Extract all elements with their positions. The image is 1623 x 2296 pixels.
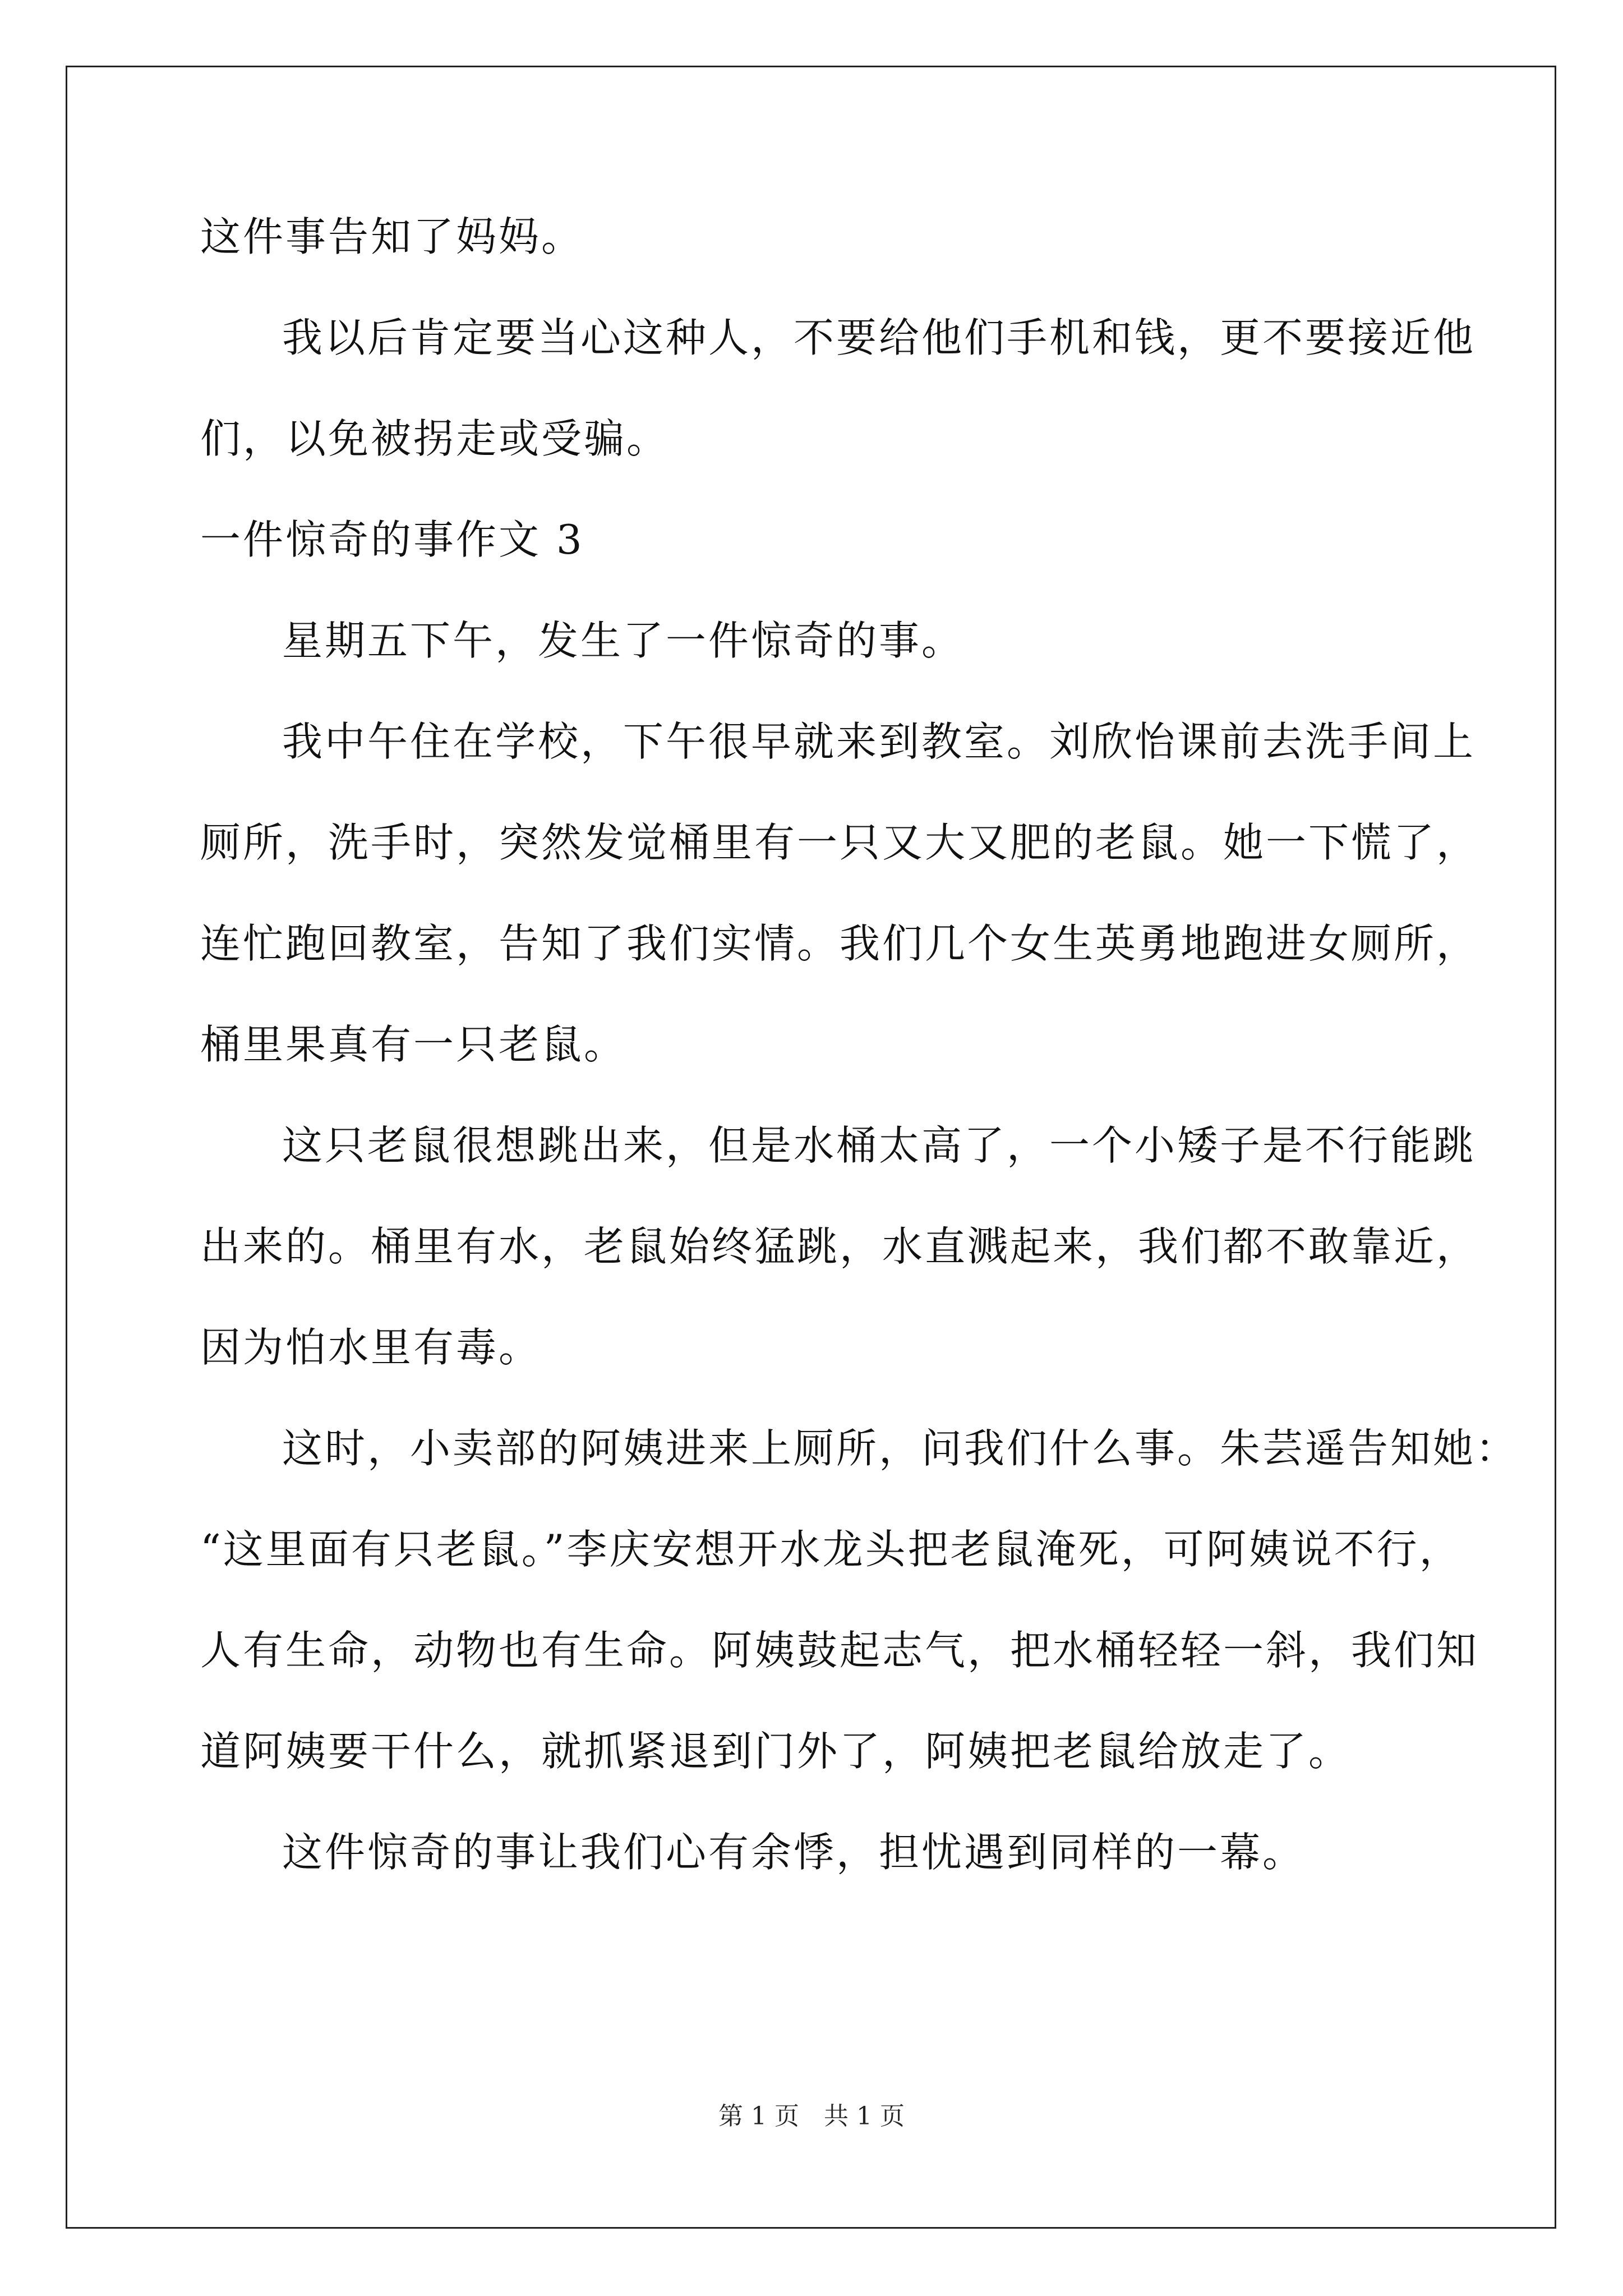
paragraph-first-line: 这只老鼠很想跳出来，但是水桶太高了，一个小矮子是不行能跳 — [282, 1122, 1476, 1169]
text-line: 连忙跑回教室，告知了我们实情。我们几个女生英勇地跑进女厕所， — [200, 920, 1479, 967]
text-line: “这里面有只老鼠。”李庆安想开水龙头把老鼠淹死，可阿姨说不行， — [200, 1526, 1462, 1573]
paragraph-first-line: 我中午住在学校，下午很早就来到教室。刘欣怡课前去洗手间上 — [282, 718, 1476, 765]
text-line: 这件事告知了妈妈。 — [200, 213, 584, 260]
section-heading: 一件惊奇的事作文 3 — [200, 516, 584, 563]
text-line: 厕所，洗手时，突然发觉桶里有一只又大又肥的老鼠。她一下慌了， — [200, 819, 1479, 866]
text-line: 人有生命，动物也有生命。阿姨鼓起志气，把水桶轻轻一斜，我们知 — [200, 1627, 1479, 1674]
text-line: 们，以免被拐走或受骗。 — [200, 415, 670, 462]
paragraph-first-line: 这件惊奇的事让我们心有余悸，担忧遇到同样的一幕。 — [282, 1829, 1306, 1876]
text-line: 道阿姨要干什么，就抓紧退到门外了，阿姨把老鼠给放走了。 — [200, 1728, 1352, 1775]
page-footer: 第 1 页 共 1 页 — [718, 2102, 905, 2131]
text-line: 出来的。桶里有水，老鼠始终猛跳，水直溅起来，我们都不敢靠近， — [200, 1223, 1479, 1270]
paragraph-first-line: 我以后肯定要当心这种人，不要给他们手机和钱，更不要接近他 — [282, 314, 1476, 361]
paragraph-first-line: 这时，小卖部的阿姨进来上厕所，问我们什么事。朱芸遥告知她： — [282, 1425, 1519, 1472]
paragraph-first-line: 星期五下午，发生了一件惊奇的事。 — [282, 617, 965, 664]
text-line: 桶里果真有一只老鼠。 — [200, 1021, 627, 1068]
text-line: 因为怕水里有毒。 — [200, 1324, 542, 1371]
